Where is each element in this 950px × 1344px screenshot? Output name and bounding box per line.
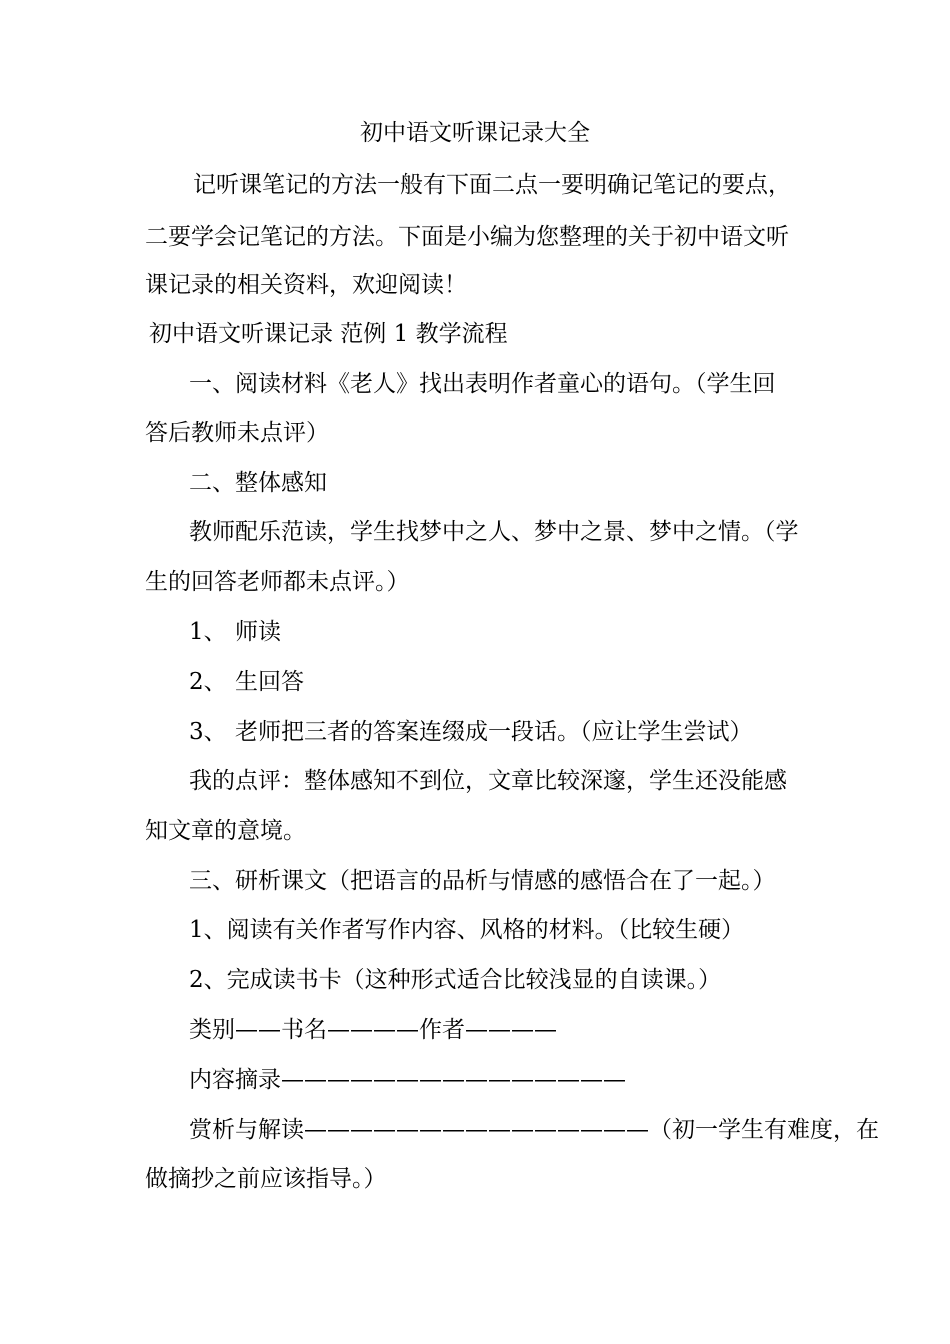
intro-line-2: 二要学会记笔记的方法。下面是小编为您整理的关于初中语文听 bbox=[145, 224, 789, 250]
list-item-1-text: 师读 bbox=[235, 619, 281, 645]
step2-body-line-1: 教师配乐范读，学生找梦中之人、梦中之景、梦中之情。（学 bbox=[189, 519, 799, 545]
step3-item-2: 2、完成读书卡（这种形式适合比较浅显的自读课。） bbox=[189, 967, 722, 993]
comment-line-2: 知文章的意境。 bbox=[145, 818, 306, 844]
list-item-2-text: 生回答 bbox=[235, 669, 304, 695]
section-heading: 初中语文听课记录 范例 1 教学流程 bbox=[149, 321, 508, 347]
list-item-2-number: 2、 bbox=[189, 669, 227, 695]
step2-body-line-2: 生的回答老师都未点评。） bbox=[145, 569, 410, 595]
card-line-excerpt: 内容摘录——————————————— bbox=[189, 1067, 626, 1093]
comment-line-1: 我的点评：整体感知不到位，文章比较深邃，学生还没能感 bbox=[189, 768, 787, 794]
step3-item-1: 1、阅读有关作者写作内容、风格的材料。（比较生硬） bbox=[189, 917, 745, 943]
step2-heading: 二、整体感知 bbox=[189, 470, 327, 496]
list-item-3-text: 老师把三者的答案连缀成一段话。（应让学生尝试） bbox=[235, 719, 753, 745]
step1-line-2: 答后教师未点评） bbox=[145, 420, 329, 446]
list-item-3-number: 3、 bbox=[189, 719, 227, 745]
step1-line-1: 一、阅读材料《老人》找出表明作者童心的语句。（学生回 bbox=[189, 371, 776, 397]
document-title: 初中语文听课记录大全 bbox=[360, 120, 590, 146]
card-line-category: 类别——书名————作者———— bbox=[189, 1017, 557, 1043]
list-item-1-number: 1、 bbox=[189, 619, 227, 645]
intro-line-3: 课记录的相关资料，欢迎阅读！ bbox=[145, 272, 467, 298]
step3-heading: 三、研析课文（把语言的品析与情感的感悟合在了一起。） bbox=[189, 868, 776, 894]
card-line-analysis-cont: 做摘抄之前应该指导。） bbox=[145, 1166, 387, 1192]
card-line-analysis: 赏析与解读———————————————（初一学生有难度，在 bbox=[189, 1117, 879, 1143]
intro-line-1: 记听课笔记的方法一般有下面二点一要明确记笔记的要点， bbox=[193, 172, 791, 198]
